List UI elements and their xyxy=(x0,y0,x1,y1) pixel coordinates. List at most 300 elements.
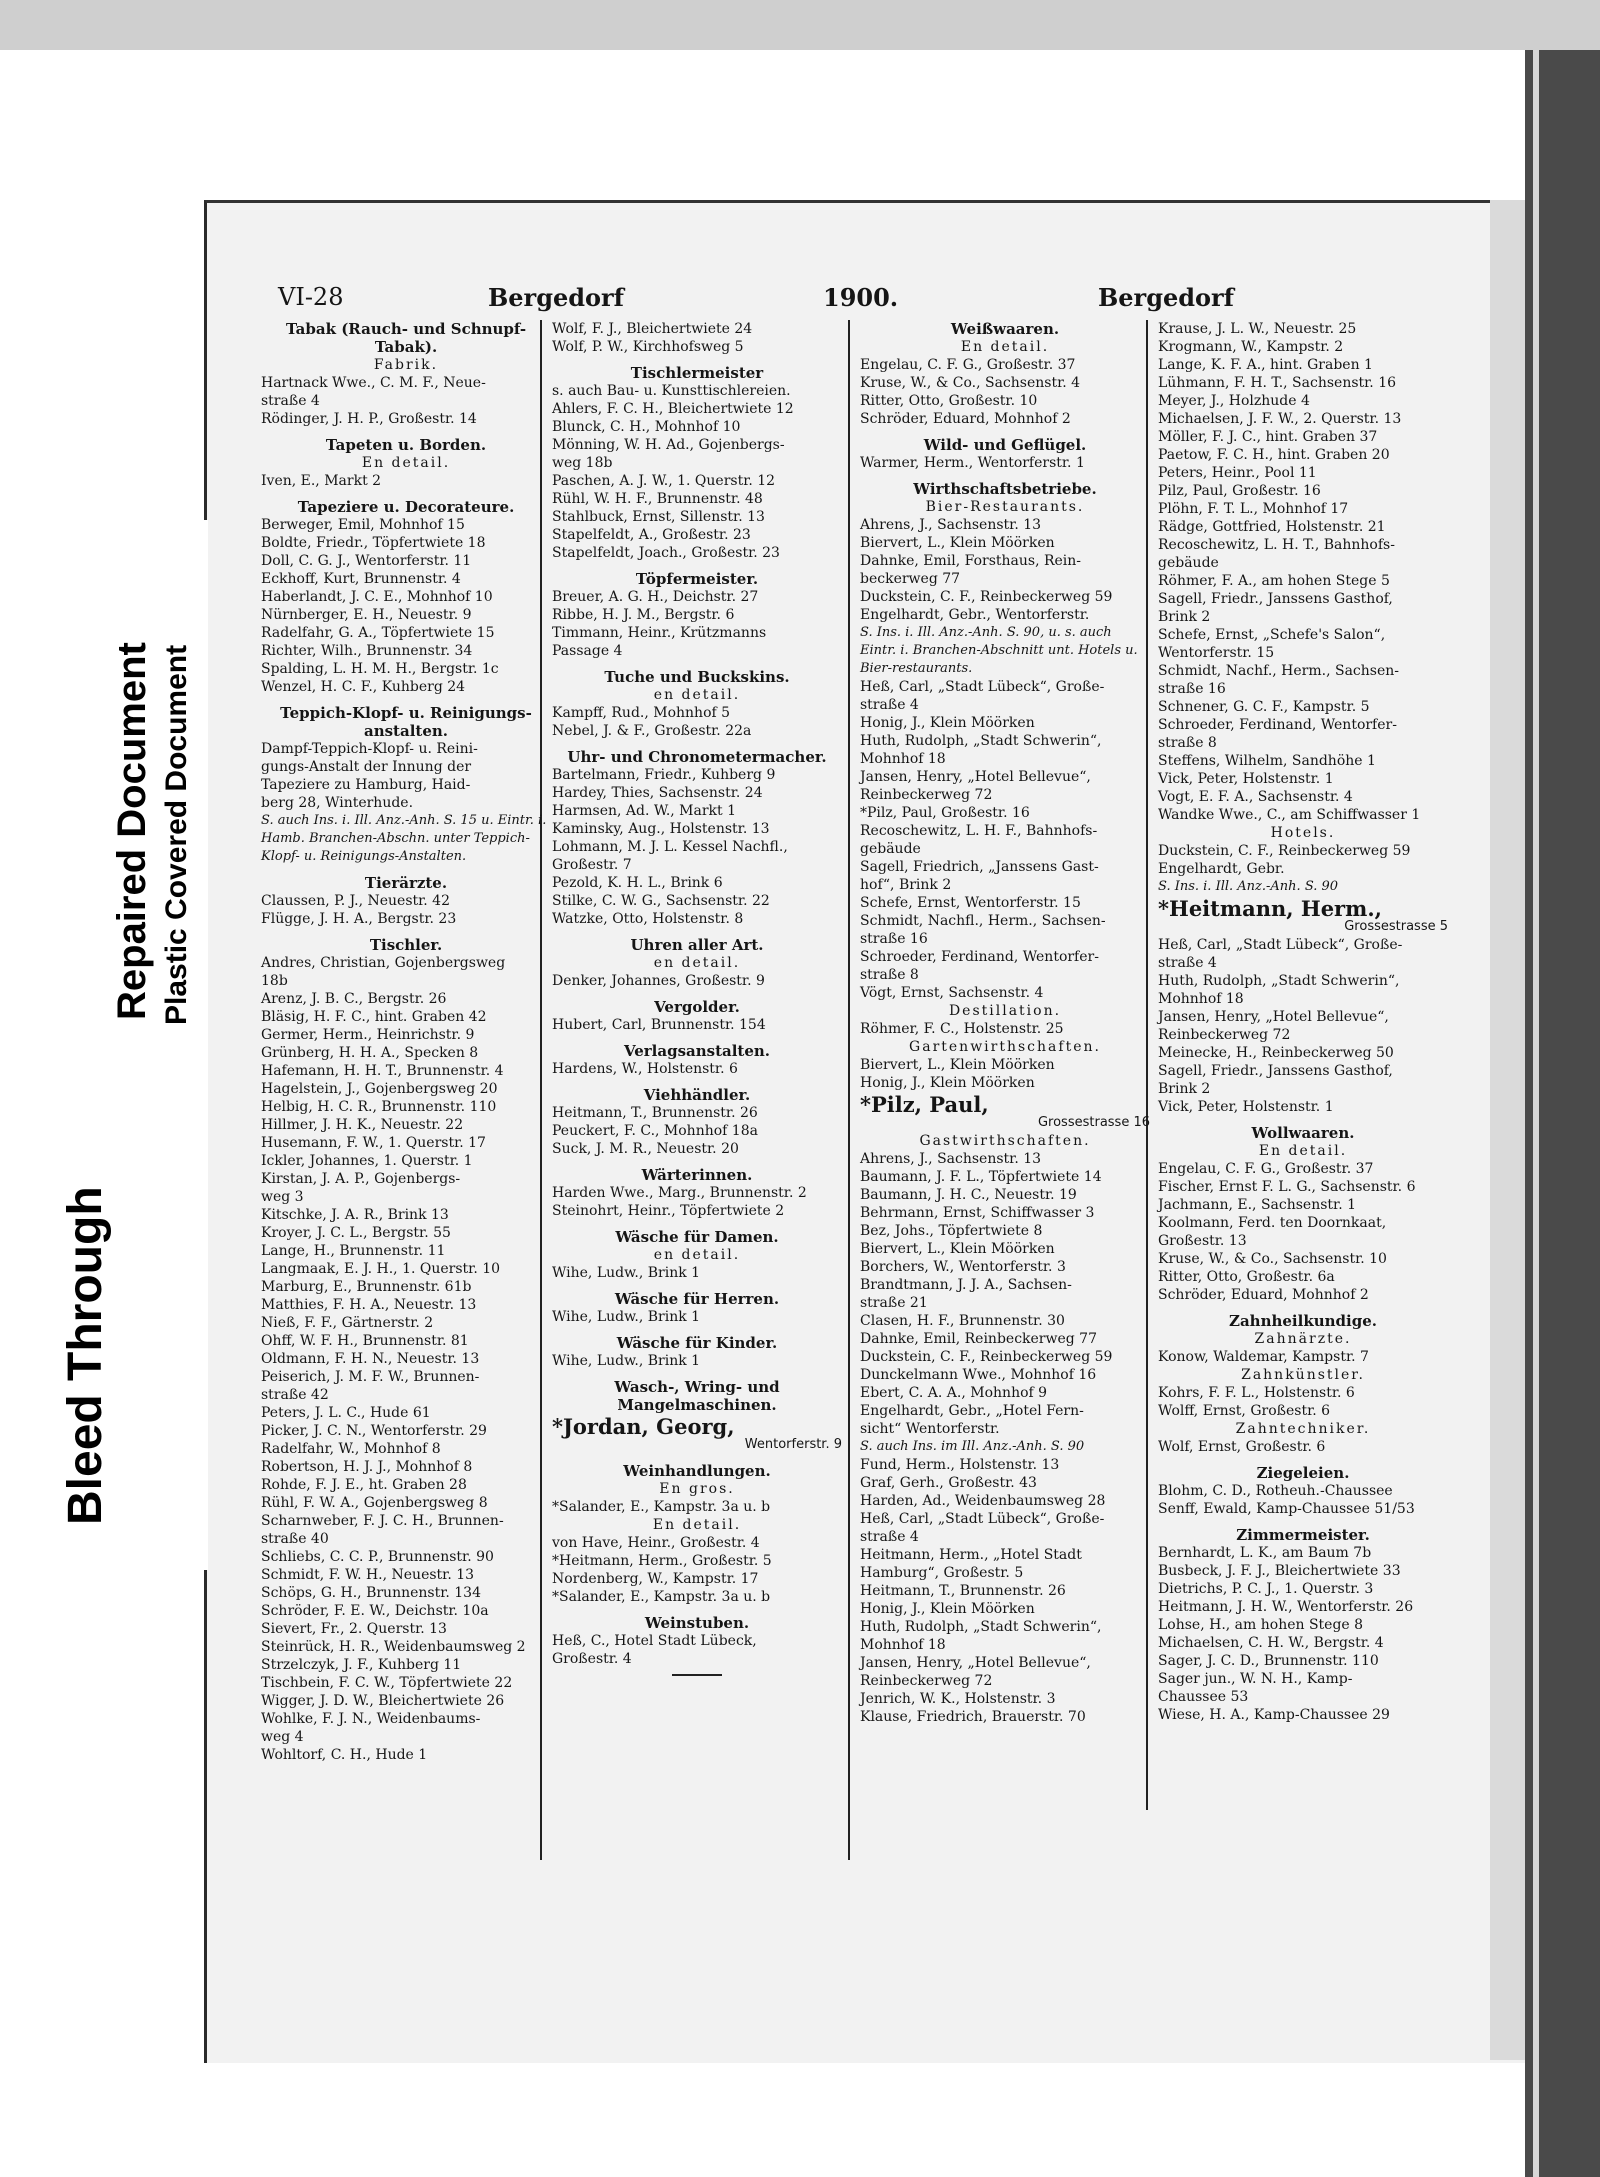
directory-entry: Brandtmann, J. J. A., Sachsen- xyxy=(860,1277,1072,1293)
directory-entry: Sager jun., W. N. H., Kamp- xyxy=(1158,1671,1353,1687)
directory-entry: Berweger, Emil, Mohnhof 15 xyxy=(261,517,465,533)
entry-list xyxy=(1158,936,1448,1116)
section-subheading: Gartenwirthschaften. xyxy=(909,1039,1101,1055)
directory-column-2 xyxy=(552,320,842,1667)
running-head-left: Bergedorf xyxy=(488,283,625,312)
entry-list xyxy=(860,516,1150,624)
entry-list xyxy=(1158,1544,1448,1724)
directory-entry: Schmidt, Nachf., Herm., Sachsen- xyxy=(1158,663,1400,679)
directory-entry: Rädge, Gottfried, Holstenstr. 21 xyxy=(1158,519,1386,535)
section-heading: Teppich-Klopf- u. Reinigungs-anstalten. xyxy=(280,704,532,740)
directory-entry: Sagell, Friedr., Janssens Gasthof, xyxy=(1158,591,1393,607)
directory-entry: Kohrs, F. F. L., Holstenstr. 6 xyxy=(1158,1385,1355,1401)
repaired-document-label: Repaired Document xyxy=(110,642,154,1020)
entry-list xyxy=(860,454,1150,472)
directory-entry: Peuckert, F. C., Mohnhof 18a xyxy=(552,1123,758,1139)
directory-entry: Jachmann, E., Sachsenstr. 1 xyxy=(1158,1197,1356,1213)
directory-entry: Heitmann, T., Brunnenstr. 26 xyxy=(552,1105,758,1121)
directory-entry: Hartnack Wwe., C. M. F., Neue- xyxy=(261,375,486,391)
section-heading: Ziegeleien. xyxy=(1256,1464,1350,1482)
entry-list xyxy=(1158,1438,1448,1456)
advertisement-name: *Pilz, Paul, xyxy=(860,1092,989,1117)
section-heading: Tuche und Buckskins. xyxy=(604,668,790,686)
entry-list xyxy=(261,954,551,1764)
entry-list xyxy=(552,1184,842,1220)
entry-list xyxy=(552,1060,842,1078)
directory-entry: Baumann, J. F. L., Töpfertwiete 14 xyxy=(860,1169,1102,1185)
directory-entry: Duckstein, C. F., Reinbeckerweg 59 xyxy=(1158,843,1411,859)
directory-entry: Rühl, W. H. F., Brunnenstr. 48 xyxy=(552,491,763,507)
directory-entry: Schliebs, C. C. P., Brunnenstr. 90 xyxy=(261,1549,494,1565)
directory-entry: Kroyer, J. C. L., Bergstr. 55 xyxy=(261,1225,451,1241)
advertisement-address: Grossestrasse 5 xyxy=(1344,919,1448,934)
directory-entry: Engelhardt, Gebr., Wentorferstr. xyxy=(860,607,1090,623)
directory-entry: Wohltorf, C. H., Hude 1 xyxy=(261,1747,428,1763)
directory-entry: Ebert, C. A. A., Mohnhof 9 xyxy=(860,1385,1048,1401)
section-heading: Wirthschaftsbetriebe. xyxy=(913,480,1097,498)
directory-entry: Schefe, Ernst, Wentorferstr. 15 xyxy=(860,895,1081,911)
directory-entry: Tischbein, F. C. W., Töpfertwiete 22 xyxy=(261,1675,513,1691)
directory-entry: Schefe, Ernst, „Schefe's Salon“, xyxy=(1158,627,1386,643)
directory-entry: Huth, Rudolph, „Stadt Schwerin“, xyxy=(860,733,1102,749)
directory-entry: Wiese, H. A., Kamp-Chaussee 29 xyxy=(1158,1707,1390,1723)
section-heading: Vergolder. xyxy=(654,998,740,1016)
directory-entry: Ahrens, J., Sachsenstr. 13 xyxy=(860,1151,1042,1167)
directory-entry: Röhmer, F. A., am hohen Stege 5 xyxy=(1158,573,1390,589)
directory-entry: Sievert, Fr., 2. Querstr. 13 xyxy=(261,1621,447,1637)
directory-entry: Pilz, Paul, Großestr. 16 xyxy=(1158,483,1321,499)
section-subheading: Zahntechniker. xyxy=(1235,1421,1371,1437)
directory-entry: Lohse, H., am hohen Stege 8 xyxy=(1158,1617,1364,1633)
directory-entry: Meyer, J., Holzhude 4 xyxy=(1158,393,1310,409)
directory-entry: Krause, J. L. W., Neuestr. 25 xyxy=(1158,321,1357,337)
directory-entry: Großestr. 7 xyxy=(552,857,632,873)
directory-entry: Scharnweber, F. J. C. H., Brunnen- xyxy=(261,1513,504,1529)
cross-reference-note: S. Ins. i. Ill. Anz.-Anh. S. 90, u. s. auch Eintr. i. Branchen-Abschnitt unt. Hotels u. Bier-restaurants. xyxy=(860,625,1138,676)
directory-entry: Helbig, H. C. R., Brunnenstr. 110 xyxy=(261,1099,497,1115)
directory-entry: beckerweg 77 xyxy=(860,571,961,587)
directory-entry: Denker, Johannes, Großestr. 9 xyxy=(552,973,765,989)
directory-entry: Heß, C., Hotel Stadt Lübeck, xyxy=(552,1633,757,1649)
directory-entry: Wolf, Ernst, Großestr. 6 xyxy=(1158,1439,1326,1455)
directory-entry: Wohlke, F. J. N., Weidenbaums- xyxy=(261,1711,481,1727)
directory-entry: Wihe, Ludw., Brink 1 xyxy=(552,1309,701,1325)
entry-list xyxy=(552,1308,842,1326)
directory-column-3 xyxy=(860,320,1150,1810)
directory-entry: Dampf-Teppich-Klopf- u. Reini- xyxy=(261,741,478,757)
directory-entry: Bartelmann, Friedr., Kuhberg 9 xyxy=(552,767,776,783)
directory-entry: weg 4 xyxy=(261,1729,304,1745)
entry-list xyxy=(552,1104,842,1158)
directory-entry: Plöhn, F. T. L., Mohnhof 17 xyxy=(1158,501,1349,517)
directory-entry: Oldmann, F. H. N., Neuestr. 13 xyxy=(261,1351,480,1367)
section-subheading: En gros. xyxy=(659,1481,735,1497)
directory-entry: Hardey, Thies, Sachsenstr. 24 xyxy=(552,785,763,801)
directory-entry: Peters, J. L. C., Hude 61 xyxy=(261,1405,431,1421)
entry-list xyxy=(860,356,1150,428)
directory-entry: Spalding, L. H. M. H., Bergstr. 1c xyxy=(261,661,499,677)
entry-list xyxy=(552,382,842,562)
directory-entry: Suck, J. M. R., Neuestr. 20 xyxy=(552,1141,739,1157)
entry-list xyxy=(860,1020,1150,1038)
directory-entry: Passage 4 xyxy=(552,643,623,659)
directory-entry: Harmsen, Ad. W., Markt 1 xyxy=(552,803,737,819)
directory-entry: Wolff, Ernst, Großestr. 6 xyxy=(1158,1403,1331,1419)
directory-entry: straße 8 xyxy=(1158,735,1217,751)
directory-entry: Schöps, G. H., Brunnenstr. 134 xyxy=(261,1585,481,1601)
entry-list xyxy=(552,1632,842,1668)
directory-entry: Flügge, J. H. A., Bergstr. 23 xyxy=(261,911,457,927)
column-rule xyxy=(848,320,850,1860)
cross-reference-note: S. auch Ins. i. Ill. Anz.-Anh. S. 15 u. Eintr. i. Hamb. Branchen-Abschn. unter Teppich-Klopf- u. Reinigungs-Anstalten. xyxy=(261,813,547,864)
directory-entry: Möller, F. J. C., hint. Graben 37 xyxy=(1158,429,1378,445)
directory-entry: Sagell, Friedrich, „Janssens Gast- xyxy=(860,859,1099,875)
directory-entry: *Salander, E., Kampstr. 3a u. b xyxy=(552,1499,771,1515)
directory-column-1 xyxy=(261,320,551,1990)
directory-entry: Biervert, L., Klein Möörken xyxy=(860,1241,1055,1257)
section-subheading: en detail. xyxy=(653,955,741,971)
entry-list xyxy=(261,740,551,812)
entry-list xyxy=(1158,1384,1448,1420)
section-subheading: en detail. xyxy=(653,1247,741,1263)
directory-entry: Jansen, Henry, „Hotel Bellevue“, xyxy=(1158,1009,1389,1025)
directory-entry: Bez, Johs., Töpfertwiete 8 xyxy=(860,1223,1043,1239)
directory-entry: Honig, J., Klein Möörken xyxy=(860,1601,1035,1617)
directory-entry: Mohnhof 18 xyxy=(1158,991,1244,1007)
section-subheading: Zahnärzte. xyxy=(1254,1331,1352,1347)
entry-list xyxy=(552,1016,842,1034)
directory-entry: Jansen, Henry, „Hotel Bellevue“, xyxy=(860,769,1091,785)
directory-entry: Steinohrt, Heinr., Töpfertwiete 2 xyxy=(552,1203,785,1219)
directory-entry: Ahlers, F. C. H., Bleichertwiete 12 xyxy=(552,401,794,417)
entry-list xyxy=(552,1498,842,1516)
directory-entry: straße 8 xyxy=(860,967,919,983)
directory-entry: Wolf, P. W., Kirchhofsweg 5 xyxy=(552,339,744,355)
directory-entry: Wihe, Ludw., Brink 1 xyxy=(552,1353,701,1369)
section-heading: Wasch-, Wring- und Mangelmaschinen. xyxy=(614,1378,780,1414)
directory-entry: s. auch Bau- u. Kunsttischlereien. xyxy=(552,383,791,399)
directory-entry: Ritter, Otto, Großestr. 10 xyxy=(860,393,1038,409)
directory-entry: Haberlandt, J. C. E., Mohnhof 10 xyxy=(261,589,493,605)
directory-entry: Heß, Carl, „Stadt Lübeck“, Große- xyxy=(860,1511,1105,1527)
directory-entry: Fund, Herm., Holstenstr. 13 xyxy=(860,1457,1060,1473)
directory-entry: weg 18b xyxy=(552,455,613,471)
directory-entry: Dahnke, Emil, Reinbeckerweg 77 xyxy=(860,1331,1097,1347)
directory-entry: Paetow, F. C. H., hint. Graben 20 xyxy=(1158,447,1390,463)
directory-entry: Lohmann, M. J. L. Kessel Nachfl., xyxy=(552,839,788,855)
directory-entry: Huth, Rudolph, „Stadt Schwerin“, xyxy=(860,1619,1102,1635)
directory-entry: Steinrück, H. R., Weidenbaumsweg 2 xyxy=(261,1639,526,1655)
directory-entry: Schröder, Eduard, Mohnhof 2 xyxy=(1158,1287,1369,1303)
directory-entry: Behrmann, Ernst, Schiffwasser 3 xyxy=(860,1205,1095,1221)
directory-entry: gebäude xyxy=(860,841,921,857)
directory-entry: gungs-Anstalt der Innung der xyxy=(261,759,472,775)
section-heading: Wärterinnen. xyxy=(641,1166,753,1184)
section-subheading: Fabrik. xyxy=(373,357,439,373)
directory-entry: Peiserich, J. M. F. W., Brunnen- xyxy=(261,1369,480,1385)
entry-list xyxy=(261,374,551,428)
directory-entry: Steffens, Wilhelm, Sandhöhe 1 xyxy=(1158,753,1376,769)
directory-entry: Ritter, Otto, Großestr. 6a xyxy=(1158,1269,1335,1285)
directory-entry: sicht“ Wentorferstr. xyxy=(860,1421,1000,1437)
directory-entry: straße 42 xyxy=(261,1387,329,1403)
directory-entry: straße 4 xyxy=(1158,955,1217,971)
entry-list xyxy=(1158,842,1448,878)
entry-list xyxy=(261,472,551,490)
entry-list xyxy=(860,1456,1150,1726)
section-subheading: Gastwirthschaften. xyxy=(919,1133,1091,1149)
directory-entry: Marburg, E., Brunnenstr. 61b xyxy=(261,1279,472,1295)
directory-entry: Dietrichs, P. C. J., 1. Querstr. 3 xyxy=(1158,1581,1374,1597)
directory-entry: Klause, Friedrich, Brauerstr. 70 xyxy=(860,1709,1086,1725)
directory-entry: Röhmer, F. C., Holstenstr. 25 xyxy=(860,1021,1064,1037)
directory-entry: Engelau, C. F. G., Großestr. 37 xyxy=(1158,1161,1374,1177)
directory-entry: Nordenberg, W., Kampstr. 17 xyxy=(552,1571,759,1587)
directory-entry: Brink 2 xyxy=(1158,609,1211,625)
directory-entry: Stilke, C. W. G., Sachsenstr. 22 xyxy=(552,893,770,909)
section-heading: Tabak (Rauch- und Schnupf-Tabak). xyxy=(285,320,527,356)
directory-entry: Harden, Ad., Weidenbaumsweg 28 xyxy=(860,1493,1106,1509)
directory-entry: Duckstein, C. F., Reinbeckerweg 59 xyxy=(860,589,1113,605)
section-subheading: Hotels. xyxy=(1270,825,1336,841)
directory-entry: Krogmann, W., Kampstr. 2 xyxy=(1158,339,1344,355)
directory-entry: Senff, Ewald, Kamp-Chaussee 51/53 xyxy=(1158,1501,1415,1517)
directory-entry: Mohnhof 18 xyxy=(860,1637,946,1653)
section-heading: Wollwaaren. xyxy=(1251,1124,1355,1142)
entry-list xyxy=(552,766,842,928)
directory-entry: Sagell, Friedr., Janssens Gasthof, xyxy=(1158,1063,1393,1079)
directory-entry: Schroeder, Ferdinand, Wentorfer- xyxy=(1158,717,1397,733)
section-heading: Weinstuben. xyxy=(644,1614,750,1632)
directory-entry: Germer, Herm., Heinrichstr. 9 xyxy=(261,1027,475,1043)
section-subheading: Bier-Restaurants. xyxy=(925,499,1085,515)
directory-entry: Hubert, Carl, Brunnenstr. 154 xyxy=(552,1017,766,1033)
directory-entry: Reinbeckerweg 72 xyxy=(1158,1027,1291,1043)
directory-entry: Hafemann, H. H. T., Brunnenstr. 4 xyxy=(261,1063,504,1079)
directory-entry: Peters, Heinr., Pool 11 xyxy=(1158,465,1317,481)
directory-entry: Wihe, Ludw., Brink 1 xyxy=(552,1265,701,1281)
directory-entry: Iven, E., Markt 2 xyxy=(261,473,382,489)
directory-entry: Harden Wwe., Marg., Brunnenstr. 2 xyxy=(552,1185,807,1201)
directory-entry: Baumann, J. H. C., Neuestr. 19 xyxy=(860,1187,1077,1203)
directory-entry: Tapeziere zu Hamburg, Haid- xyxy=(261,777,471,793)
directory-entry: Nürnberger, E. H., Neuestr. 9 xyxy=(261,607,472,623)
directory-entry: Husemann, F. W., 1. Querstr. 17 xyxy=(261,1135,486,1151)
directory-entry: Lange, K. F. A., hint. Graben 1 xyxy=(1158,357,1373,373)
directory-entry: 18b xyxy=(261,973,288,989)
section-heading: Wäsche für Kinder. xyxy=(616,1334,778,1352)
directory-entry: Recoschewitz, L. H. F., Bahnhofs- xyxy=(860,823,1098,839)
entry-list xyxy=(552,1264,842,1282)
directory-entry: Engelau, C. F. G., Großestr. 37 xyxy=(860,357,1076,373)
directory-entry: Engelhardt, Gebr. xyxy=(1158,861,1285,877)
section-heading: Wäsche für Herren. xyxy=(614,1290,780,1308)
directory-entry: Rühl, F. W. A., Gojenbergsweg 8 xyxy=(261,1495,488,1511)
directory-entry: Wenzel, H. C. F., Kuhberg 24 xyxy=(261,679,466,695)
directory-entry: Sager, J. C. D., Brunnenstr. 110 xyxy=(1158,1653,1379,1669)
directory-entry: Recoschewitz, L. H. T., Bahnhofs- xyxy=(1158,537,1395,553)
directory-entry: Mönning, W. H. Ad., Gojenbergs- xyxy=(552,437,785,453)
cross-reference-note: S. Ins. i. Ill. Anz.-Anh. S. 90 xyxy=(1158,879,1339,894)
directory-entry: weg 3 xyxy=(261,1189,304,1205)
directory-entry: Großestr. 4 xyxy=(552,1651,632,1667)
directory-entry: Richter, Wilh., Brunnenstr. 34 xyxy=(261,643,473,659)
entry-list xyxy=(1158,320,1448,824)
directory-entry: Strzelczyk, J. F., Kuhberg 11 xyxy=(261,1657,462,1673)
directory-entry: Hardens, W., Holstenstr. 6 xyxy=(552,1061,738,1077)
section-subheading: En detail. xyxy=(652,1517,742,1533)
section-heading: Wild- und Geflügel. xyxy=(923,436,1087,454)
adjacent-page-highlight xyxy=(1533,50,1539,2177)
entry-list xyxy=(552,320,842,356)
directory-entry: Watzke, Otto, Holstenstr. 8 xyxy=(552,911,744,927)
directory-entry: Kirstan, J. A. P., Gojenbergs- xyxy=(261,1171,461,1187)
directory-entry: Heitmann, J. H. W., Wentorferstr. 26 xyxy=(1158,1599,1414,1615)
directory-entry: Breuer, A. G. H., Deichstr. 27 xyxy=(552,589,759,605)
directory-entry: Vogt, E. F. A., Sachsenstr. 4 xyxy=(1158,789,1353,805)
directory-entry: Andres, Christian, Gojenbergsweg xyxy=(261,955,506,971)
directory-entry: Borchers, W., Wentorferstr. 3 xyxy=(860,1259,1066,1275)
directory-entry: Reinbeckerweg 72 xyxy=(860,1673,993,1689)
directory-entry: gebäude xyxy=(1158,555,1219,571)
directory-entry: Huth, Rudolph, „Stadt Schwerin“, xyxy=(1158,973,1400,989)
section-subheading: en detail. xyxy=(653,687,741,703)
directory-entry: Reinbeckerweg 72 xyxy=(860,787,993,803)
directory-entry: Pezold, K. H. L., Brink 6 xyxy=(552,875,723,891)
entry-list xyxy=(860,1150,1150,1438)
section-heading: Wäsche für Damen. xyxy=(615,1228,779,1246)
section-heading: Töpfermeister. xyxy=(635,570,759,588)
directory-entry: Lühmann, F. H. T., Sachsenstr. 16 xyxy=(1158,375,1397,391)
directory-entry: Heß, Carl, „Stadt Lübeck“, Große- xyxy=(1158,937,1403,953)
directory-entry: Honig, J., Klein Möörken xyxy=(860,1075,1035,1091)
directory-entry: Hillmer, J. H. K., Neuestr. 22 xyxy=(261,1117,464,1133)
directory-entry: Kaminsky, Aug., Holstenstr. 13 xyxy=(552,821,770,837)
directory-entry: Claussen, P. J., Neuestr. 42 xyxy=(261,893,450,909)
directory-entry: Arenz, J. B. C., Bergstr. 26 xyxy=(261,991,447,1007)
section-heading: Zimmermeister. xyxy=(1236,1526,1370,1544)
directory-entry: Stahlbuck, Ernst, Sillenstr. 13 xyxy=(552,509,765,525)
directory-entry: Picker, J. C. N., Wentorferstr. 29 xyxy=(261,1423,487,1439)
directory-entry: Großestr. 13 xyxy=(1158,1233,1247,1249)
directory-entry: Rohde, F. J. E., ht. Graben 28 xyxy=(261,1477,467,1493)
directory-entry: Jenrich, W. K., Holstenstr. 3 xyxy=(860,1691,1056,1707)
directory-entry: Wolf, F. J., Bleichertwiete 24 xyxy=(552,321,753,337)
entry-list xyxy=(1158,1482,1448,1518)
section-subheading: En detail. xyxy=(960,339,1050,355)
directory-entry: Warmer, Herm., Wentorferstr. 1 xyxy=(860,455,1085,471)
directory-entry: Duckstein, C. F., Reinbeckerweg 59 xyxy=(860,1349,1113,1365)
directory-entry: Bernhardt, L. K., am Baum 7b xyxy=(1158,1545,1372,1561)
directory-entry: Clasen, H. F., Brunnenstr. 30 xyxy=(860,1313,1065,1329)
directory-entry: Konow, Waldemar, Kampstr. 7 xyxy=(1158,1349,1369,1365)
directory-entry: berg 28, Winterhude. xyxy=(261,795,414,811)
directory-entry: Nieß, F. F., Gärtnerstr. 2 xyxy=(261,1315,434,1331)
directory-entry: Dahnke, Emil, Forsthaus, Rein- xyxy=(860,553,1082,569)
directory-entry: Chaussee 53 xyxy=(1158,1689,1249,1705)
section-heading: Uhr- und Chronometermacher. xyxy=(567,748,827,766)
directory-entry: Schröder, F. E. W., Deichstr. 10a xyxy=(261,1603,489,1619)
directory-entry: straße 40 xyxy=(261,1531,329,1547)
directory-entry: Ribbe, H. J. M., Bergstr. 6 xyxy=(552,607,735,623)
directory-entry: Michaelsen, C. H. W., Bergstr. 4 xyxy=(1158,1635,1384,1651)
section-subheading: Destillation. xyxy=(948,1003,1062,1019)
directory-entry: Lange, H., Brunnenstr. 11 xyxy=(261,1243,446,1259)
plastic-covered-label: Plastic Covered Document xyxy=(160,644,193,1025)
directory-entry: Busbeck, J. F. J., Bleichertwiete 33 xyxy=(1158,1563,1401,1579)
page-spine-shadow xyxy=(1490,200,1525,2060)
directory-entry: Brink 2 xyxy=(1158,1081,1211,1097)
directory-entry: straße 16 xyxy=(860,931,928,947)
directory-entry: Meinecke, H., Reinbeckerweg 50 xyxy=(1158,1045,1394,1061)
directory-entry: Vick, Peter, Holstenstr. 1 xyxy=(1158,771,1334,787)
directory-entry: Ickler, Johannes, 1. Querstr. 1 xyxy=(261,1153,473,1169)
directory-entry: Schmidt, Nachfl., Herm., Sachsen- xyxy=(860,913,1106,929)
directory-entry: straße 21 xyxy=(860,1295,928,1311)
directory-entry: Wentorferstr. 15 xyxy=(1158,645,1275,661)
directory-entry: Kampff, Rud., Mohnhof 5 xyxy=(552,705,731,721)
directory-entry: Bläsig, H. F. C., hint. Graben 42 xyxy=(261,1009,487,1025)
advertisement-address: Grossestrasse 16 xyxy=(1037,1115,1150,1130)
section-heading: Verlagsanstalten. xyxy=(623,1042,771,1060)
advertisement-name: *Heitmann, Herm., xyxy=(1158,896,1382,921)
section-subheading: En detail. xyxy=(1258,1143,1348,1159)
section-heading: Viehhändler. xyxy=(643,1086,751,1104)
directory-column-4 xyxy=(1158,320,1448,1810)
directory-entry: Robertson, H. J. J., Mohnhof 8 xyxy=(261,1459,473,1475)
section-heading: Weinhandlungen. xyxy=(623,1462,771,1480)
directory-entry: Doll, C. G. J., Wentorferstr. 11 xyxy=(261,553,472,569)
directory-entry: Biervert, L., Klein Möörken xyxy=(860,535,1055,551)
section-subheading: Zahnkünstler. xyxy=(1241,1367,1365,1383)
directory-entry: Koolmann, Ferd. ten Doornkaat, xyxy=(1158,1215,1387,1231)
directory-entry: Blohm, C. D., Rotheuh.-Chaussee xyxy=(1158,1483,1393,1499)
directory-entry: Langmaak, E. J. H., 1. Querstr. 10 xyxy=(261,1261,501,1277)
page-number: VI-28 xyxy=(278,283,344,311)
directory-entry: Nebel, J. & F., Großestr. 22a xyxy=(552,723,752,739)
directory-entry: Boldte, Friedr., Töpfertwiete 18 xyxy=(261,535,486,551)
advertisement-address: Wentorferstr. 9 xyxy=(744,1437,842,1452)
directory-entry: Eckhoff, Kurt, Brunnenstr. 4 xyxy=(261,571,461,587)
entry-list xyxy=(261,892,551,928)
entry-list xyxy=(552,704,842,740)
directory-entry: Radelfahr, W., Mohnhof 8 xyxy=(261,1441,441,1457)
directory-entry: *Salander, E., Kampstr. 3a u. b xyxy=(552,1589,771,1605)
directory-entry: Heß, Carl, „Stadt Lübeck“, Große- xyxy=(860,679,1105,695)
directory-entry: Blunck, C. H., Mohnhof 10 xyxy=(552,419,741,435)
section-heading: Tierärzte. xyxy=(364,874,448,892)
directory-entry: *Pilz, Paul, Großestr. 16 xyxy=(860,805,1030,821)
directory-entry: Stapelfeldt, A., Großestr. 23 xyxy=(552,527,751,543)
entry-list xyxy=(1158,1348,1448,1366)
entry-list xyxy=(552,972,842,990)
directory-entry: Schnener, G. C. F., Kampstr. 5 xyxy=(1158,699,1370,715)
directory-entry: Schmidt, F. W. H., Neuestr. 13 xyxy=(261,1567,475,1583)
directory-entry: Engelhardt, Gebr., „Hotel Fern- xyxy=(860,1403,1084,1419)
directory-entry: Kitschke, J. A. R., Brink 13 xyxy=(261,1207,449,1223)
section-heading: Weißwaaren. xyxy=(950,320,1060,338)
scan-border-top xyxy=(0,0,1600,50)
directory-entry: straße 4 xyxy=(261,393,320,409)
directory-entry: Kruse, W., & Co., Sachsenstr. 4 xyxy=(860,375,1081,391)
directory-entry: Paschen, A. J. W., 1. Querstr. 12 xyxy=(552,473,776,489)
directory-entry: straße 16 xyxy=(1158,681,1226,697)
section-heading: Tischler. xyxy=(369,936,443,954)
end-rule xyxy=(672,1674,722,1676)
directory-entry: Vögt, Ernst, Sachsenstr. 4 xyxy=(860,985,1044,1001)
directory-entry: Mohnhof 18 xyxy=(860,751,946,767)
directory-entry: Wigger, J. D. W., Bleichertwiete 26 xyxy=(261,1693,505,1709)
